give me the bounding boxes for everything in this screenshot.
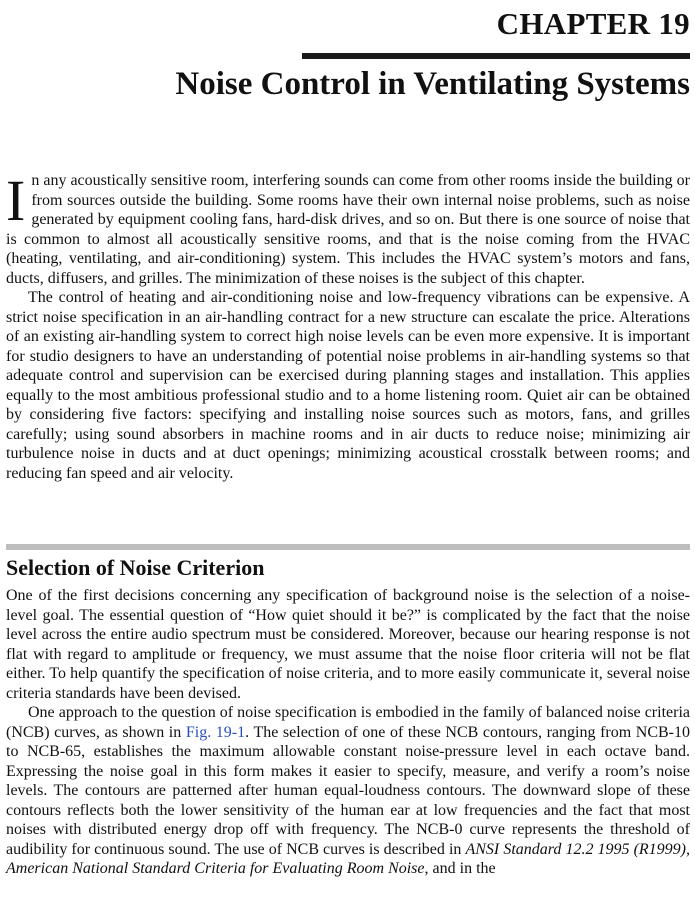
chapter-title: Noise Control in Ventilating Systems (175, 66, 690, 102)
intro-paragraph-2: The control of heating and air-conditioning noise and low-frequency vibrations can be expensive. A strict noise specification in an air-handling contract for a new structure can escalate the price. Alterations of an existing air-handling system to correct high noise levels can be even more expensive. It is important for studio designers to have an understanding of potential noise problems in air-handling systems so that adequate control and supervision can be exercised during planning stages and installation. This applies equally to the most ambitious professional studio and to a home listening room. Quiet air can be obtained by considering five factors: specifying and installing noise sources such as motors, fans, and grilles carefully; using sound absorbers in machine rooms and in air ducts to reduce noise; minimizing air turbulence noise in ducts and at duct openings; minimizing acoustical crosstalk between rooms; and reducing fan speed and air velocity. (6, 289, 690, 482)
figure-19-1-link[interactable]: Fig. 19-1 (185, 723, 246, 741)
drop-cap: I (6, 168, 26, 233)
section-body (6, 586, 690, 879)
section-heading: Selection of Noise Criterion (6, 555, 265, 580)
section-paragraph-1: One of the first decisions concerning any specification of background noise is the selection of a noise-level goal. The essential question of “How quiet should it be?” is complicated by the fact that the noise level across the entire audio spectrum must be considered. Moreover, because our hearing response is not flat with regard to amplitude or frequency, we must assume that the noise floor criteria will not be flat either. To help quantify the specification of noise criteria, and to more easily communicate it, several noise criteria standards have been devised. (6, 587, 690, 702)
section-paragraph-2-tail: , and in the (424, 860, 496, 877)
intro-paragraph-1-text: n any acoustically sensitive room, interfering sounds can come from other rooms inside the building or from sources outside the building. Some rooms have their own internal noise problems, such as noise generated by equipment cooling fans, hard-disk drives, and so on. But there is one source of noise that is common to almost all acoustically sensitive rooms, and that is the noise coming from the HVAC (heating, ventilating, and air-conditioning) system. This includes the HVAC system’s motors and fans, ducts, diffusers, and grilles. The minimization of these noises is the subject of this chapter. (6, 172, 690, 287)
intro-text (6, 168, 690, 483)
intro-paragraph-1 (6, 168, 690, 288)
section-paragraph-2-text-a: One approach to the question of noise specification is embodied in the family of balanced noise criteria (NCB) curves, as shown in (6, 704, 690, 741)
section-paragraph-2 (6, 703, 690, 879)
ansi-standard-citation: ANSI Standard 12.2 1995 (R1999), American National Standard Criteria for Evaluating Room Noise (6, 840, 691, 877)
chapter-label: CHAPTER 19 (496, 6, 690, 41)
section-divider (6, 544, 690, 550)
section-paragraph-2-text-b: . The selection of one of these NCB contours, ranging from NCB-10 to NCB-65, establishes the maximum allowable constant noise-pressure level in each octave band. Expressing the noise goal in this form makes it easier to specify, measure, and verify a room’s noise levels. The contours are patterned after human equal-loudness contours. The downward slope of these contours reflects both the lower sensitivity of the human ear at low frequencies and the fact that most noises with distributed energy drop off with frequency. The NCB-0 curve represents the threshold of audibility for continuous sound. The use of NCB curves is described in (6, 723, 691, 858)
chapter-rule (302, 53, 690, 59)
